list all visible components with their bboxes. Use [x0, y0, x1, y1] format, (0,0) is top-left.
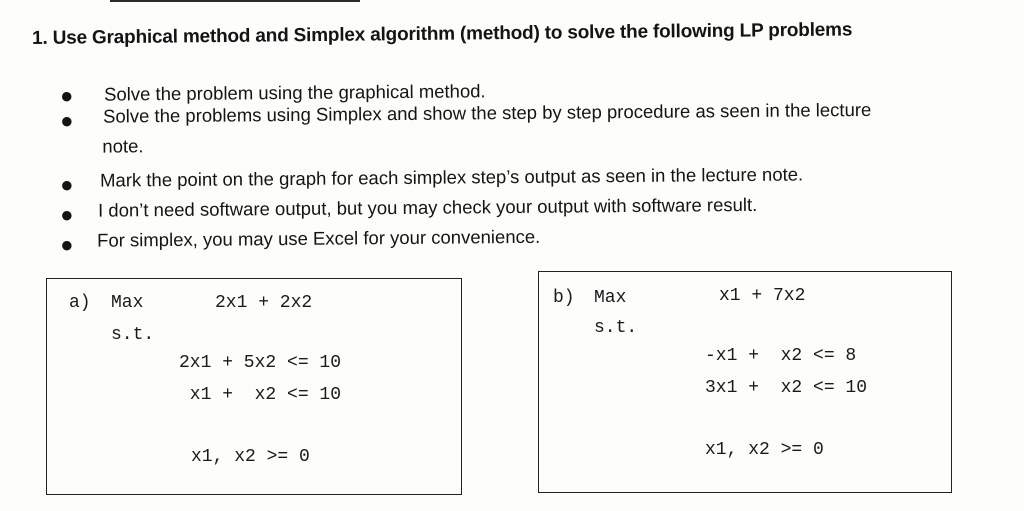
nonnegativity-constraint: x1, x2 >= 0 [191, 447, 310, 467]
bullet-icon: ● [60, 107, 74, 133]
constraint: 2x1 + 5x2 <= 10 [179, 353, 342, 373]
instruction-text: Mark the point on the graph for each simplex step’s output as seen in the lecture note. [99, 163, 804, 191]
objective-function: 2x1 + 2x2 [215, 293, 313, 313]
instruction-text: I don’t need software output, but you may check your output with software result. [97, 193, 758, 221]
constraint: 3x1 + x2 <= 10 [705, 378, 868, 398]
instruction-item [60, 222, 980, 257]
problem-label: a) [69, 293, 91, 313]
nonnegativity-constraint: x1, x2 >= 0 [705, 440, 824, 460]
bullet-icon: ● [59, 82, 74, 108]
instruction-item [60, 162, 980, 197]
max-label: Max [111, 293, 144, 313]
instruction-text-continued: note. [102, 135, 144, 157]
bullet-icon: ● [60, 171, 74, 197]
constraint: -x1 + x2 <= 8 [705, 346, 857, 366]
bullet-icon: ● [60, 231, 74, 257]
top-divider [110, 0, 360, 2]
subject-to-label: s.t. [594, 318, 638, 338]
instruction-item [59, 76, 980, 108]
subject-to-label: s.t. [111, 325, 155, 345]
instruction-text: Solve the problem using the graphical method. [103, 80, 486, 105]
question-title: 1. Use Graphical method and Simplex algorithm (method) to solve the following LP problems [32, 19, 853, 49]
problem-b-box [538, 271, 952, 493]
constraint: x1 + x2 <= 10 [179, 385, 342, 405]
instruction-text: For simplex, you may use Excel for your convenience. [96, 225, 541, 251]
instruction-text: Solve the problems using Simplex and show the step by step procedure as seen in the lecture [102, 98, 872, 127]
max-label: Max [594, 288, 627, 308]
bullet-icon: ● [60, 201, 74, 227]
problem-label: b) [553, 288, 575, 308]
objective-function: x1 + 7x2 [719, 286, 806, 306]
problem-a-box [46, 278, 462, 495]
instruction-item [60, 192, 980, 227]
